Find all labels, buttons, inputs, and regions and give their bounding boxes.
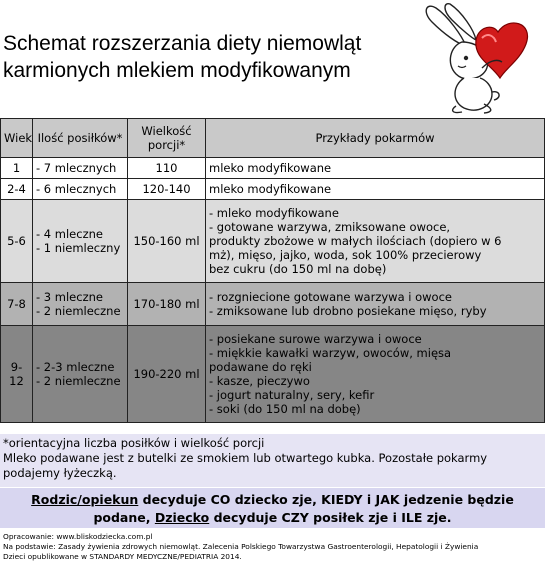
cell-wiek: 1 [1, 158, 33, 179]
cell-wielkosc: 150-160 ml [128, 200, 206, 283]
ilosc-line: - 2 niemleczne [36, 374, 121, 388]
rule-parent-word: Rodzic/opiekun [31, 492, 139, 507]
ilosc-line: - 3 mleczne [36, 290, 103, 304]
cell-ilosc [33, 326, 128, 423]
przyklady-line: - jogurt naturalny, sery, kefir [209, 388, 375, 402]
cell-ilosc [33, 200, 128, 283]
header-ilosc: Ilość posiłków* [33, 119, 128, 158]
cell-wielkosc: 190-220 ml [128, 326, 206, 423]
table-row [1, 158, 545, 179]
rabbit-with-heart-icon [422, 2, 540, 114]
przyklady-line: - miękkie kawałki warzyw, owoców, mięsa [209, 346, 452, 360]
rule-line2-start: podane, [93, 510, 155, 525]
przyklady-line: podawane do ręki [209, 360, 312, 374]
cell-wielkosc: 120-140 [128, 179, 206, 200]
table-header-row [1, 119, 545, 158]
rule-line-2 [0, 509, 545, 527]
cell-wiek: 7-8 [1, 283, 33, 326]
ilosc-line: - 1 niemleczny [36, 241, 121, 255]
note-line: Mleko podawane jest z butelki ze smokiem lub otwartego kubka. Pozostałe pokarmy [3, 451, 488, 465]
przyklady-line: - soki (do 150 ml na dobę) [209, 402, 361, 416]
table-row [1, 200, 545, 283]
title-line-1: Schemat rozszerzania diety niemowląt [3, 32, 362, 55]
ilosc-line: - 6 mlecznych [36, 182, 117, 196]
cell-przyklady [206, 326, 545, 423]
footer-sources [3, 532, 543, 562]
rule-line-1 [0, 491, 545, 509]
przyklady-line: - kasze, pieczywo [209, 374, 310, 388]
title-line-2: karmionych mlekiem modyfikowanym [3, 59, 351, 82]
header-przyklady: Przykłady pokarmów [206, 119, 545, 158]
przyklady-line: - mleko modyfikowane [209, 206, 339, 220]
przyklady-line: bez cukru (do 150 ml na dobę) [209, 262, 387, 276]
table-row [1, 326, 545, 423]
footer-line: Opracowanie: www.bliskodziecka.com.pl [3, 532, 153, 541]
cell-ilosc [33, 158, 128, 179]
header-wielkosc [128, 119, 206, 158]
przyklady-line: produkty zbożowe w małych ilościach (dopiero w 6 [209, 234, 502, 248]
przyklady-line: - zmiksowane lub drobno posiekane mięso, ryby [209, 304, 487, 318]
notes-box [0, 434, 545, 487]
rule-parent-text: decyduje CO dziecko zje, KIEDY i JAK jedzenie będzie [138, 492, 514, 507]
przyklady-line: mleko modyfikowane [209, 182, 332, 196]
rule-child-word: Dziecko [154, 510, 210, 525]
ilosc-line: - 4 mleczne [36, 227, 103, 241]
cell-przyklady [206, 179, 545, 200]
ilosc-line: - 7 mlecznych [36, 161, 117, 175]
table-row [1, 179, 545, 200]
rule-child-text: decyduje CZY posiłek zje i ILE zje. [209, 510, 452, 525]
footer-line: Na podstawie: Zasady żywienia zdrowych niemowląt. Zalecenia Polskiego Towarzystwa Gastroenterologii, Hepatologii i Żywienia [3, 542, 479, 551]
ilosc-line: - 2 niemleczne [36, 304, 121, 318]
cell-przyklady [206, 200, 545, 283]
page-title [3, 30, 423, 84]
feeding-rule-box [0, 488, 545, 528]
ilosc-line: - 2-3 mleczne [36, 360, 115, 374]
cell-przyklady [206, 158, 545, 179]
footer-line: Dzieci opublikowane w STANDARDY MEDYCZNE/PEDIATRIA 2014. [3, 552, 242, 561]
header-wiek: Wiek [1, 119, 33, 158]
cell-wiek: 9-12 [1, 326, 33, 423]
table-row [1, 283, 545, 326]
cell-ilosc [33, 283, 128, 326]
przyklady-line: mż), mięso, jajko, woda, sok 100% przecierowy [209, 248, 482, 262]
cell-przyklady [206, 283, 545, 326]
cell-wiek: 5-6 [1, 200, 33, 283]
cell-wielkosc: 110 [128, 158, 206, 179]
przyklady-line: - rozgniecione gotowane warzywa i owoce [209, 290, 452, 304]
cell-ilosc [33, 179, 128, 200]
header [0, 0, 545, 118]
przyklady-line: - posiekane surowe warzywa i owoce [209, 332, 422, 346]
diet-schedule-table [0, 118, 545, 423]
header-wielkosc-line-1: Wielkość [141, 124, 192, 138]
header-wielkosc-line-2: porcji* [147, 138, 186, 152]
cell-wielkosc: 170-180 ml [128, 283, 206, 326]
przyklady-line: mleko modyfikowane [209, 161, 332, 175]
przyklady-line: - gotowane warzywa, zmiksowane owoce, [209, 220, 451, 234]
cell-wiek: 2-4 [1, 179, 33, 200]
note-footnote: *orientacyjna liczba posiłków i wielkość porcji [3, 436, 265, 450]
note-line: podajemy łyżeczką. [3, 466, 117, 480]
